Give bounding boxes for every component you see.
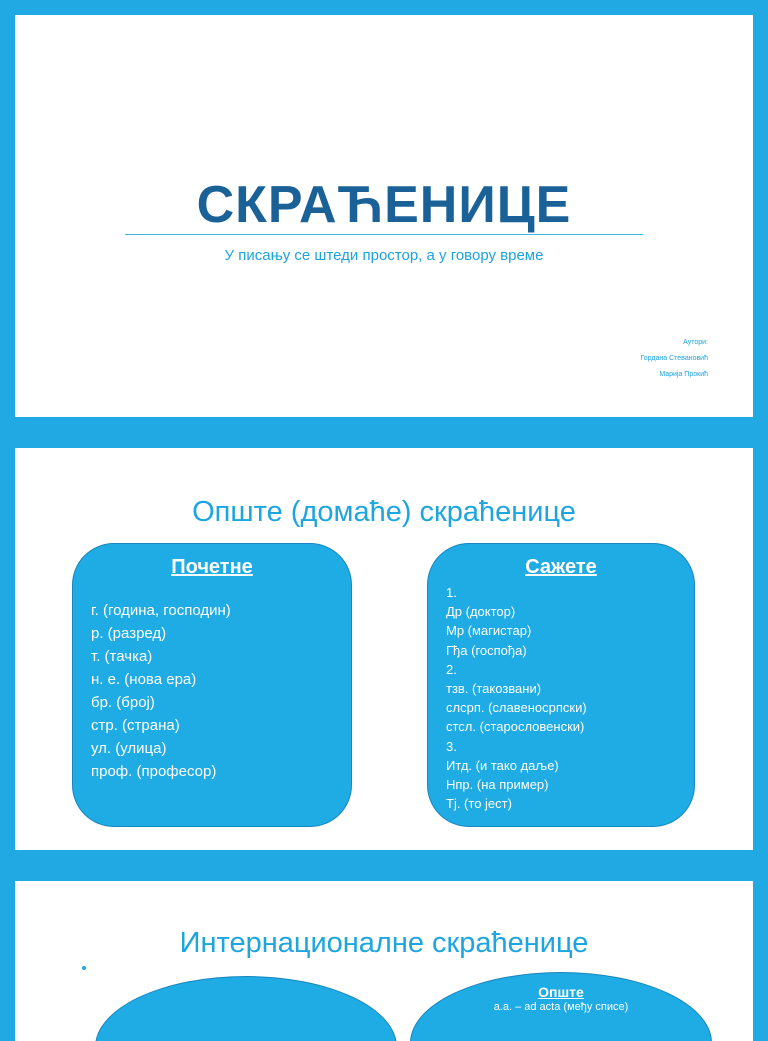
list-item: бр. (број) [91,694,155,711]
general-international-oval [410,972,712,1041]
authors-label: Аутори: [683,339,708,346]
list-item: Мр (магистар) [446,623,532,639]
list-item: Нпр. (на пример) [446,777,549,793]
subtitle: У писању се штеди простор, а у говору време [224,247,544,264]
list-item: слсрп. (славеносрпски) [446,700,587,716]
bullet-icon [82,966,86,970]
left-oval-shape [95,976,397,1041]
slide-heading: Опште (домаће) скраћенице [192,496,576,528]
list-item: 1. [446,585,457,600]
page-title: СКРАЋЕНИЦЕ [196,176,572,234]
abbreviation-list [91,599,351,783]
list-item: Др (доктор) [446,604,516,620]
list-item: т. (тачка) [91,648,153,665]
authors-block [640,335,708,383]
contracted-abbreviations-box [427,543,695,827]
box-title: Почетне [171,556,253,578]
list-item: Итд. (и тако даље) [446,757,559,773]
author-name: Марија Прокић [659,371,708,378]
initial-abbreviations-box [72,543,352,827]
title-divider [125,234,643,235]
list-item: стсл. (старословенски) [446,719,585,735]
list-item: г. (година, господин) [91,602,231,619]
list-item: р. (разред) [91,625,167,642]
general-abbreviations-slide [15,448,753,850]
list-item: проф. (професор) [91,763,217,780]
list-item: стр. (страна) [91,717,180,734]
list-item: a.a. – ad acta (међу списе) [493,1001,629,1013]
list-item: Тј. (то јест) [446,796,512,812]
list-item: н. е. (нова ера) [91,671,197,688]
abbreviation-list [446,583,694,813]
box-title: Сажете [525,556,597,578]
list-item: 2. [446,661,457,677]
oval-title: Опште [538,984,584,1000]
list-item: ул. (улица) [91,740,167,757]
list-item: тзв. (такозвани) [446,681,542,697]
list-item: Гђа (госпођа) [446,642,527,658]
title-slide [15,15,753,417]
list-item: 3. [446,738,457,754]
slide-heading: Интернационалне скраћенице [179,927,589,959]
author-name: Гордана Стевановић [640,355,708,362]
international-abbreviations-slide [15,881,753,1041]
